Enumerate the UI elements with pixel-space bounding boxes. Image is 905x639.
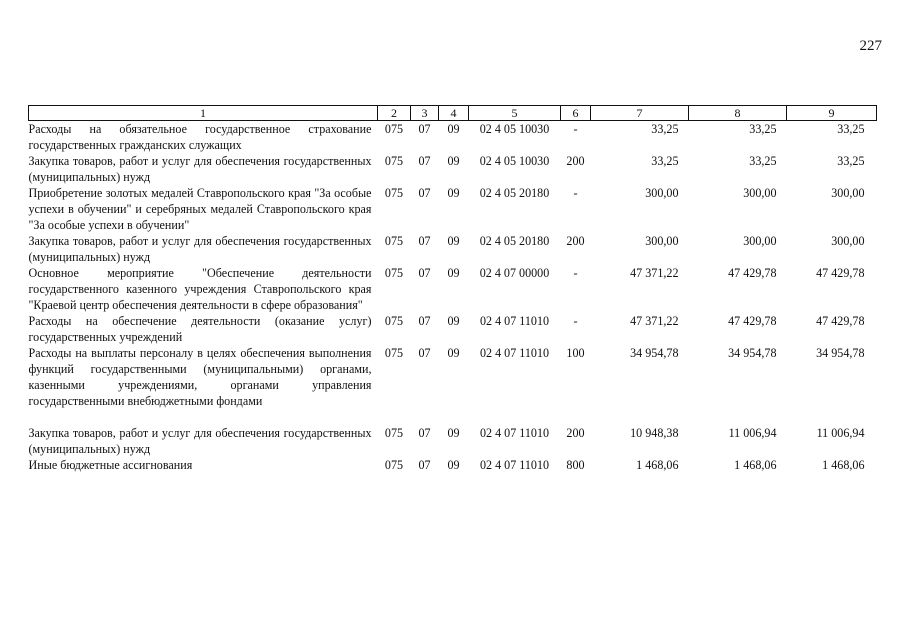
header-cell: 9 bbox=[787, 106, 877, 121]
table-row bbox=[29, 185, 877, 233]
cell-target-article: 02 4 07 11010 bbox=[479, 458, 550, 472]
row-name: Закупка товаров, работ и услуг для обеспечения государственных (муниципальных) нужд bbox=[28, 234, 372, 264]
table-row bbox=[29, 313, 877, 345]
cell-ministry-code: 075 bbox=[384, 266, 404, 280]
spacer-cell bbox=[29, 409, 877, 425]
cell-amount-9: 33,25 bbox=[837, 154, 865, 168]
row-name: Расходы на обязательное государственное страхование государственных гражданских служащих bbox=[28, 122, 372, 152]
cell-ministry-code: 075 bbox=[384, 314, 404, 328]
cell-amount-7: 33,25 bbox=[651, 122, 679, 136]
cell-amount-7: 34 954,78 bbox=[630, 346, 679, 360]
header-cell: 8 bbox=[689, 106, 787, 121]
cell-expense-type: 100 bbox=[566, 346, 585, 360]
cell-amount-9: 1 468,06 bbox=[822, 458, 865, 472]
cell-ministry-code: 075 bbox=[384, 426, 404, 440]
cell-ministry-code: 075 bbox=[384, 154, 404, 168]
header-cell: 2 bbox=[378, 106, 411, 121]
cell-expense-type: - bbox=[573, 186, 578, 200]
cell-section: 07 bbox=[418, 266, 431, 280]
cell-subsection: 09 bbox=[447, 426, 460, 440]
spacer-row bbox=[29, 409, 877, 425]
cell-target-article: 02 4 05 20180 bbox=[479, 186, 550, 200]
row-name: Основное мероприятие "Обеспечение деятельности государственного казенного учреждения Ставропольского края "Краевой центр обеспечения деятельности в сфере образования" bbox=[28, 266, 372, 312]
cell-amount-7: 33,25 bbox=[651, 154, 679, 168]
cell-section: 07 bbox=[418, 234, 431, 248]
table-row bbox=[29, 457, 877, 473]
cell-amount-7: 47 371,22 bbox=[630, 266, 679, 280]
cell-amount-8: 47 429,78 bbox=[728, 266, 777, 280]
cell-target-article: 02 4 07 11010 bbox=[479, 314, 550, 328]
cell-ministry-code: 075 bbox=[384, 186, 404, 200]
cell-target-article: 02 4 07 11010 bbox=[479, 426, 550, 440]
cell-amount-7: 47 371,22 bbox=[630, 314, 679, 328]
cell-amount-9: 47 429,78 bbox=[816, 266, 865, 280]
header-cell: 3 bbox=[411, 106, 439, 121]
cell-amount-7: 10 948,38 bbox=[630, 426, 679, 440]
cell-target-article: 02 4 07 11010 bbox=[479, 346, 550, 360]
cell-amount-7: 1 468,06 bbox=[636, 458, 679, 472]
cell-amount-8: 300,00 bbox=[743, 186, 777, 200]
cell-amount-8: 34 954,78 bbox=[728, 346, 777, 360]
cell-subsection: 09 bbox=[447, 266, 460, 280]
cell-amount-9: 300,00 bbox=[831, 186, 865, 200]
cell-ministry-code: 075 bbox=[384, 458, 404, 472]
table-row bbox=[29, 345, 877, 409]
cell-target-article: 02 4 05 10030 bbox=[479, 154, 550, 168]
cell-section: 07 bbox=[418, 314, 431, 328]
table-row bbox=[29, 265, 877, 313]
table-row bbox=[29, 233, 877, 265]
cell-amount-9: 34 954,78 bbox=[816, 346, 865, 360]
page-number: 227 bbox=[859, 38, 882, 54]
cell-expense-type: - bbox=[573, 122, 578, 136]
header-cell: 7 bbox=[591, 106, 689, 121]
header-cell: 6 bbox=[561, 106, 591, 121]
cell-amount-9: 47 429,78 bbox=[816, 314, 865, 328]
cell-subsection: 09 bbox=[447, 154, 460, 168]
cell-subsection: 09 bbox=[447, 234, 460, 248]
table-row bbox=[29, 153, 877, 185]
cell-amount-8: 47 429,78 bbox=[728, 314, 777, 328]
cell-amount-7: 300,00 bbox=[645, 234, 679, 248]
cell-ministry-code: 075 bbox=[384, 234, 404, 248]
cell-expense-type: - bbox=[573, 314, 578, 328]
cell-section: 07 bbox=[418, 122, 431, 136]
cell-expense-type: 200 bbox=[566, 154, 585, 168]
table-row bbox=[29, 425, 877, 457]
cell-expense-type: 200 bbox=[566, 234, 585, 248]
cell-subsection: 09 bbox=[447, 122, 460, 136]
cell-subsection: 09 bbox=[447, 314, 460, 328]
cell-expense-type: - bbox=[573, 266, 578, 280]
header-cell: 1 bbox=[29, 106, 378, 121]
cell-subsection: 09 bbox=[447, 186, 460, 200]
cell-ministry-code: 075 bbox=[384, 346, 404, 360]
row-name: Закупка товаров, работ и услуг для обеспечения государственных (муниципальных) нужд bbox=[28, 426, 372, 456]
cell-section: 07 bbox=[418, 154, 431, 168]
cell-subsection: 09 bbox=[447, 458, 460, 472]
cell-amount-9: 11 006,94 bbox=[816, 426, 865, 440]
cell-expense-type: 200 bbox=[566, 426, 585, 440]
cell-section: 07 bbox=[418, 186, 431, 200]
cell-amount-8: 300,00 bbox=[743, 234, 777, 248]
cell-amount-8: 1 468,06 bbox=[734, 458, 777, 472]
row-name: Расходы на обеспечение деятельности (оказание услуг) государственных учреждений bbox=[28, 314, 372, 344]
header-row bbox=[29, 106, 877, 121]
cell-subsection: 09 bbox=[447, 346, 460, 360]
cell-target-article: 02 4 07 00000 bbox=[479, 266, 550, 280]
cell-target-article: 02 4 05 10030 bbox=[479, 122, 550, 136]
row-name: Закупка товаров, работ и услуг для обеспечения государственных (муниципальных) нужд bbox=[28, 154, 372, 184]
header-cell: 5 bbox=[469, 106, 561, 121]
cell-amount-7: 300,00 bbox=[645, 186, 679, 200]
cell-section: 07 bbox=[418, 458, 431, 472]
budget-table bbox=[28, 105, 877, 473]
cell-amount-9: 300,00 bbox=[831, 234, 865, 248]
row-name: Расходы на выплаты персоналу в целях обеспечения выполнения функций государственными (муниципальными) органами, казенными учреждениями, органами управления государственными внебюджетными фондами bbox=[28, 346, 372, 408]
cell-expense-type: 800 bbox=[566, 458, 585, 472]
row-name: Иные бюджетные ассигнования bbox=[28, 458, 193, 472]
cell-section: 07 bbox=[418, 426, 431, 440]
header-cell: 4 bbox=[439, 106, 469, 121]
cell-section: 07 bbox=[418, 346, 431, 360]
cell-amount-9: 33,25 bbox=[837, 122, 865, 136]
cell-target-article: 02 4 05 20180 bbox=[479, 234, 550, 248]
cell-ministry-code: 075 bbox=[384, 122, 404, 136]
cell-amount-8: 33,25 bbox=[749, 154, 777, 168]
cell-amount-8: 33,25 bbox=[749, 122, 777, 136]
row-name: Приобретение золотых медалей Ставропольского края "За особые успехи в обучении" и серебряных медалей Ставропольского края "За особые успехи в обучении" bbox=[28, 186, 372, 232]
table-row bbox=[29, 121, 877, 154]
cell-amount-8: 11 006,94 bbox=[728, 426, 777, 440]
